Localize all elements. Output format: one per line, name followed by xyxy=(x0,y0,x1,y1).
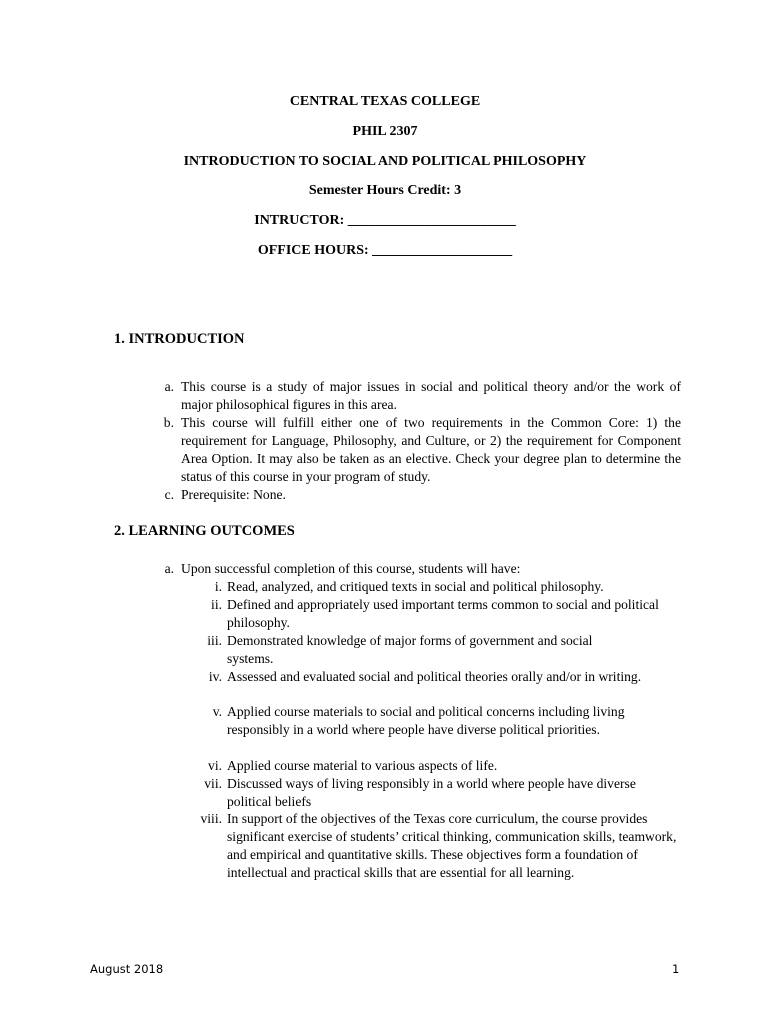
footer-date: August 2018 xyxy=(90,962,164,976)
office-hours-line: OFFICE HOURS: ____________________ xyxy=(257,243,513,258)
instructor-line: INTRUCTOR: ________________________ xyxy=(254,213,516,228)
outcome-item-ii xyxy=(211,596,667,632)
credit-hours: Semester Hours Credit: 3 xyxy=(308,183,462,198)
outcome-item-i xyxy=(214,578,677,596)
outcome-item-vii xyxy=(204,775,647,811)
outcome-text: Assessed and evaluated social and political theories orally and/or in writing. xyxy=(227,669,642,684)
outcome-text: Defined and appropriately used important terms common to social and political philosophy. xyxy=(227,597,659,630)
list-marker: i. xyxy=(214,579,222,594)
list-marker: vi. xyxy=(208,758,222,773)
course-title: INTRODUCTION TO SOCIAL AND POLITICAL PHILOSOPHY xyxy=(183,154,587,169)
section-introduction-heading: 1. INTRODUCTION xyxy=(114,331,245,347)
list-marker: ii. xyxy=(211,597,222,612)
college-name: CENTRAL TEXAS COLLEGE xyxy=(289,94,481,109)
intro-item-text: This course is a study of major issues in social and political theory and/or the work of major philosophical figures in this area. xyxy=(181,379,681,412)
outcome-item-iii xyxy=(207,632,637,668)
course-code: PHIL 2307 xyxy=(352,124,418,139)
intro-item-text: This course will fulfill either one of two requirements in the Common Core: 1) the requirement for Language, Philosophy, and Culture, or 2) the requirement for Component Area Option. It may also be taken as an elective. Check your degree plan to determine the status of this course in your program of study. xyxy=(181,415,681,484)
list-marker: viii. xyxy=(200,811,222,826)
outcomes-intro-text: Upon successful completion of this course, students will have: xyxy=(181,561,521,576)
outcome-item-vi xyxy=(208,757,677,775)
outcome-text: Applied course materials to social and political concerns including living responsibly in a world where people have diverse political priorities. xyxy=(227,704,625,737)
intro-item-b xyxy=(163,414,681,486)
intro-item-text: Prerequisite: None. xyxy=(181,487,286,502)
outcome-text: Demonstrated knowledge of major forms of government and social systems. xyxy=(227,633,593,666)
list-marker: b. xyxy=(163,415,174,430)
list-marker: a. xyxy=(164,379,174,394)
outcome-text: Read, analyzed, and critiqued texts in social and political philosophy. xyxy=(227,579,604,594)
list-marker: iv. xyxy=(208,669,222,684)
list-marker: vii. xyxy=(204,776,222,791)
intro-item-a xyxy=(164,378,681,414)
page-number: 1 xyxy=(672,962,680,976)
outcome-item-v xyxy=(212,703,682,739)
list-marker: c. xyxy=(164,487,174,502)
outcome-text: In support of the objectives of the Texas core curriculum, the course provides significant exercise of students’ critical thinking, communication skills, teamwork, and empirical and quantitative skills. These objectives form a foundation of intellectual and practical skills that are essential for all learning. xyxy=(227,811,677,880)
intro-item-c xyxy=(164,486,681,504)
section-learning-outcomes-heading: 2. LEARNING OUTCOMES xyxy=(114,523,295,539)
outcome-text: Applied course material to various aspects of life. xyxy=(227,758,498,773)
list-marker: iii. xyxy=(207,633,222,648)
outcome-item-iv xyxy=(208,668,642,686)
outcome-text: Discussed ways of living responsibly in a world where people have diverse political beliefs xyxy=(227,776,636,809)
outcome-item-viii xyxy=(200,810,682,882)
list-marker: a. xyxy=(164,561,174,576)
list-marker: v. xyxy=(212,704,222,719)
outcomes-intro xyxy=(164,560,681,578)
